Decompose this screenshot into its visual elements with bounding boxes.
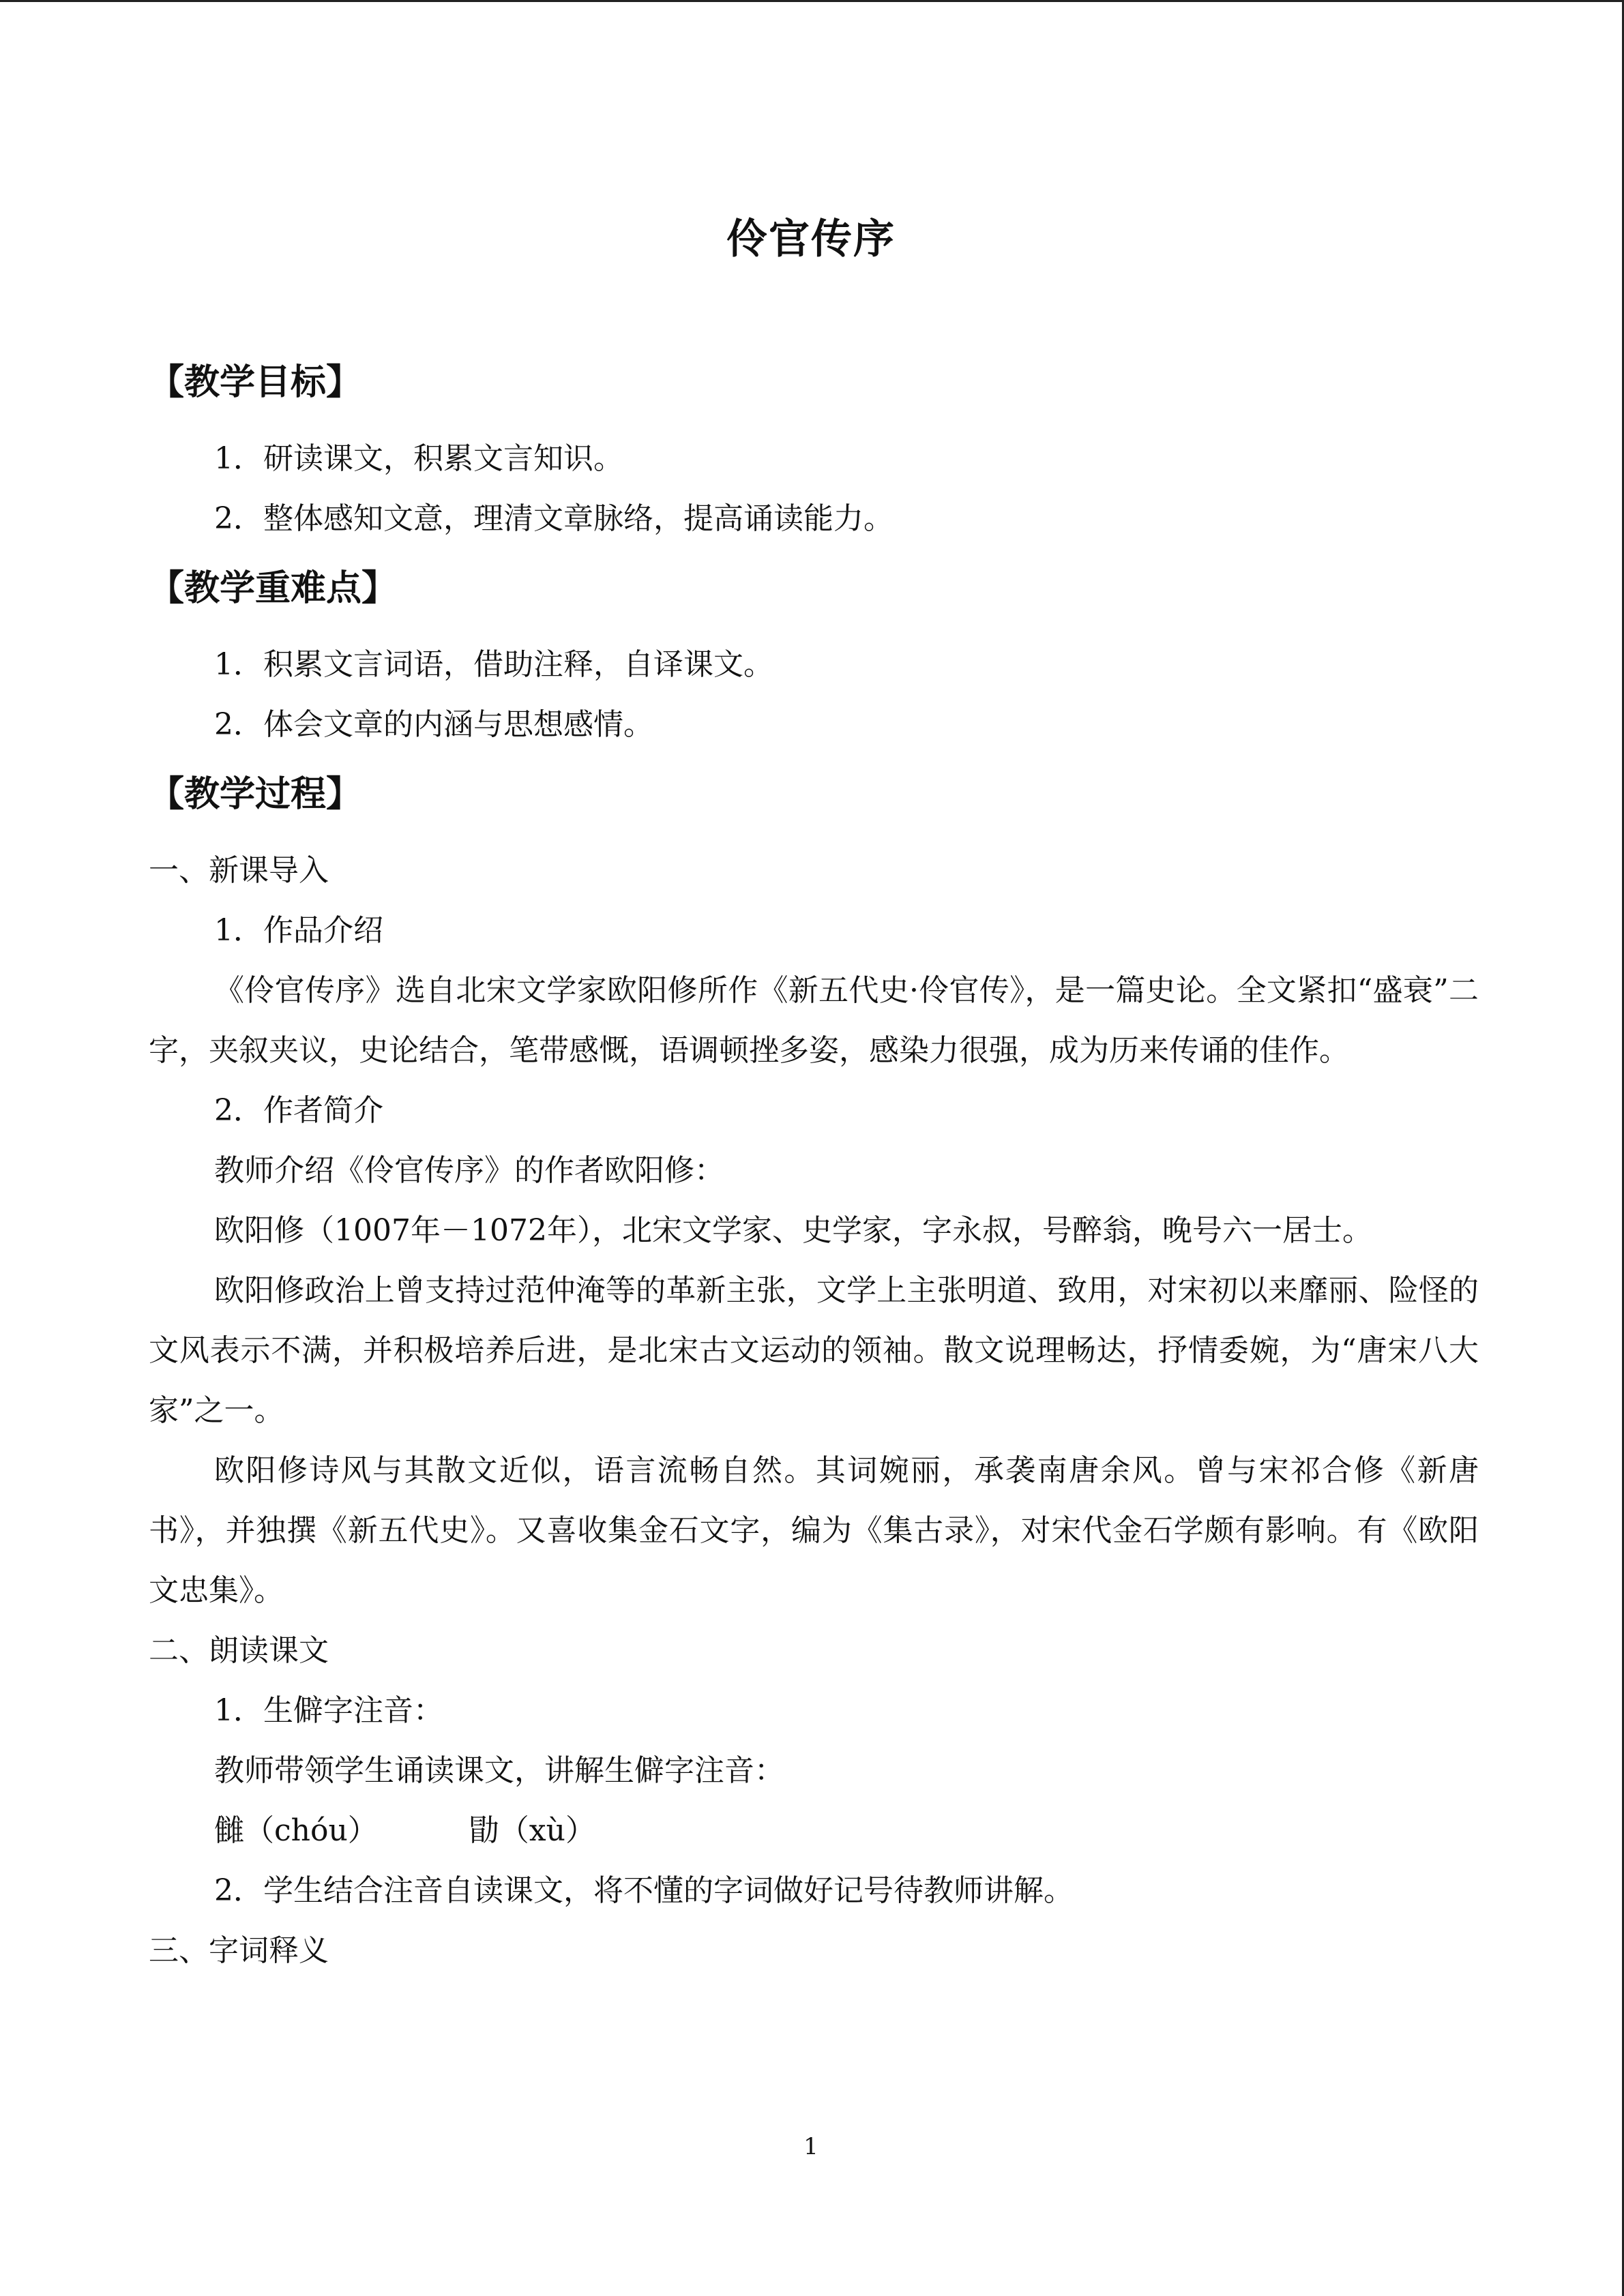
heading-process: 【教学过程】 (149, 774, 362, 815)
pinyin-list (149, 1801, 1479, 1861)
key-point-item: 2．体会文章的内涵与思想感情。 (214, 707, 653, 742)
pronunciation-lead: 教师带领学生诵读课文，讲解生僻字注音： (214, 1753, 784, 1788)
subsection-pronunciation: 1．生僻字注音： (214, 1693, 443, 1728)
key-point-item: 1．积累文言词语，借助注释，自译课文。 (214, 647, 773, 682)
heading-objectives: 【教学目标】 (149, 362, 362, 403)
author-paragraph: 欧阳修诗风与其散文近似，语言流畅自然。其词婉丽，承袭南唐余风。曾与宋祁合修《新唐书》，并独撰《新五代史》。又喜收集金石文字，编为《集古录》，对宋代金石学颇有影响。有《欧阳文忠集》。 (149, 1453, 1479, 1608)
page-number: 1 (803, 2133, 818, 2160)
subsection-work-intro: 1．作品介绍 (214, 913, 383, 948)
work-intro-paragraph: 《伶官传序》选自北宋文学家欧阳修所作《新五代史·伶官传》，是一篇史论。全文紧扣“盛衰”二字，夹叙夹议，史论结合，笔带感慨，语调顿挫多姿，感染力很强，成为历来传诵的佳作。 (149, 973, 1479, 1068)
subsection-author-intro: 2．作者简介 (214, 1093, 383, 1128)
pinyin-item: 勖（xù） (469, 1813, 595, 1848)
objective-item: 1．研读课文，积累文言知识。 (214, 441, 623, 476)
section-title-reading: 二、朗读课文 (149, 1633, 329, 1668)
section-title-vocabulary: 三、字词释义 (149, 1933, 329, 1968)
document-body (149, 357, 1479, 1981)
author-lead: 教师介绍《伶官传序》的作者欧阳修： (214, 1153, 724, 1188)
author-paragraph: 欧阳修（1007年－1072年），北宋文学家、史学家，字永叔，号醉翁，晚号六一居士。 (214, 1213, 1372, 1248)
objective-item: 2．整体感知文意，理清文章脉络，提高诵读能力。 (214, 501, 894, 536)
subsection-self-reading: 2．学生结合注音自读课文，将不懂的字词做好记号待教师讲解。 (214, 1873, 1074, 1908)
heading-key-points: 【教学重难点】 (149, 568, 398, 609)
document-title: 伶官传序 (726, 215, 896, 263)
section-title-intro: 一、新课导入 (149, 853, 329, 888)
author-paragraph: 欧阳修政治上曾支持过范仲淹等的革新主张，文学上主张明道、致用，对宋初以来靡丽、险怪的文风表示不满，并积极培养后进，是北宋古文运动的领袖。散文说理畅达，抒情委婉，为“唐宋八大家”之一。 (149, 1273, 1479, 1428)
pinyin-item: 雠（chóu） (214, 1813, 378, 1848)
